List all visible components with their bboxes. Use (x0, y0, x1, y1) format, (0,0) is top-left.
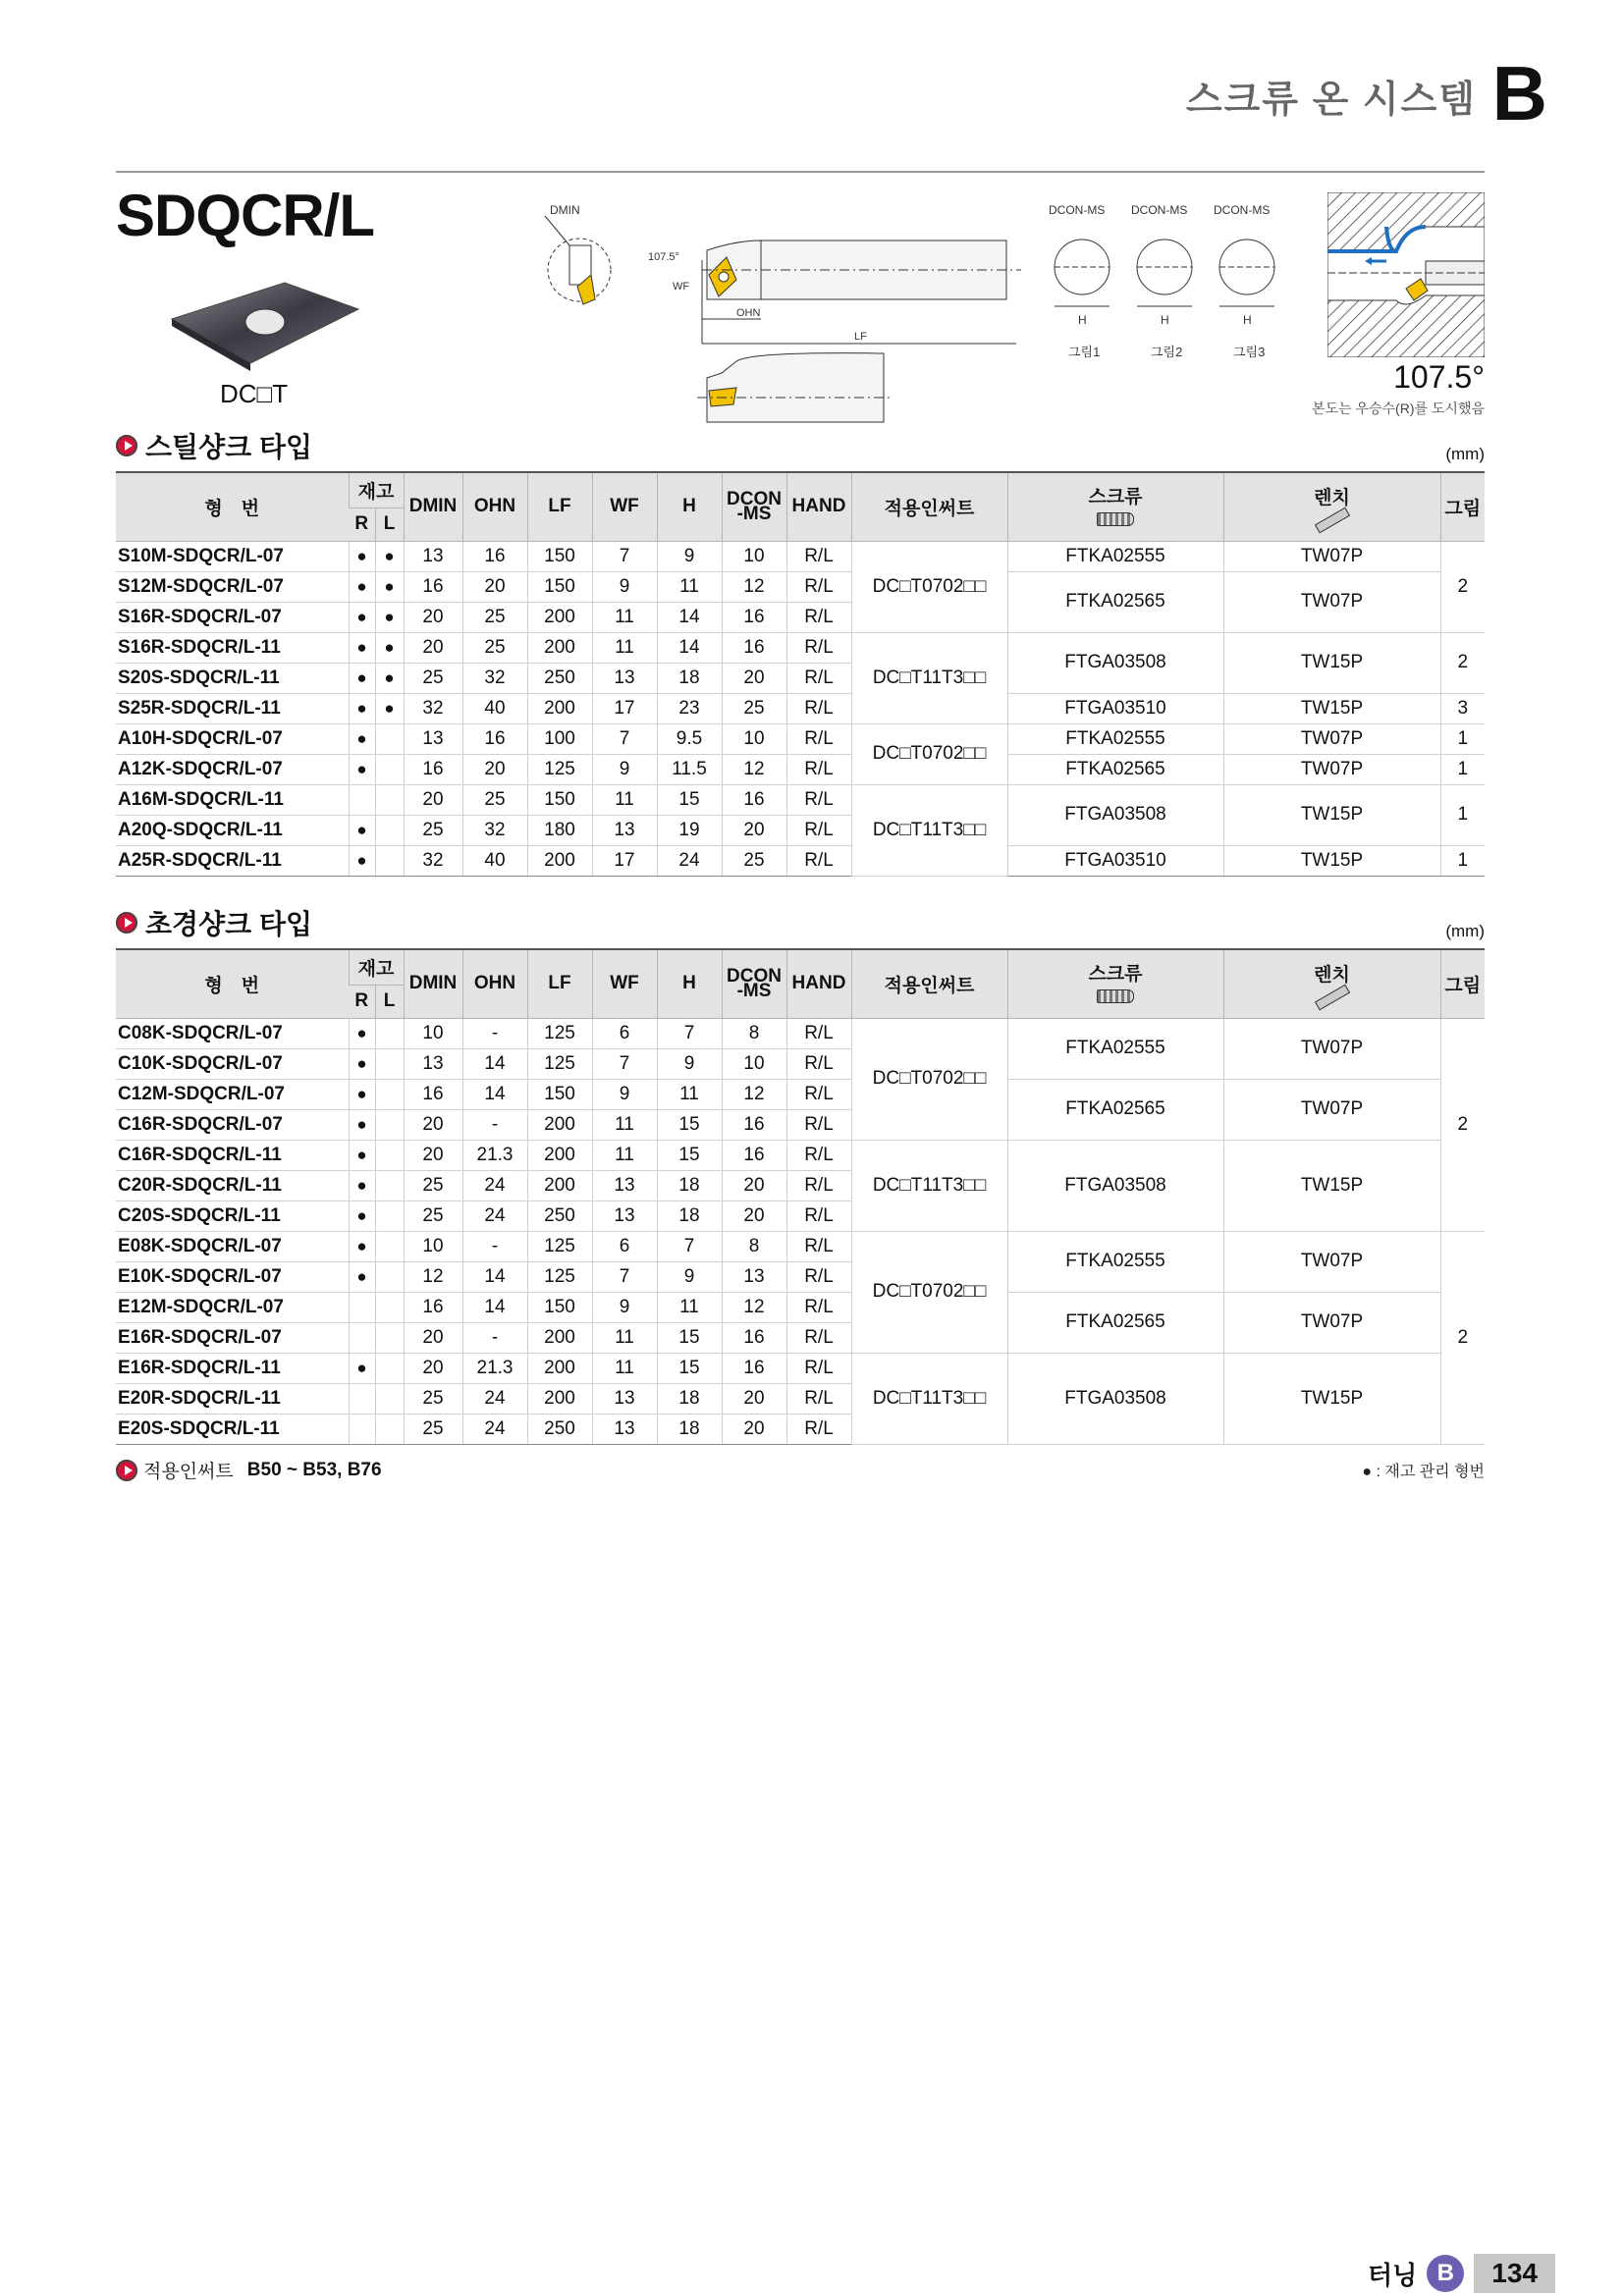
section-figures (1041, 196, 1276, 363)
chapter-letter: B (1491, 50, 1547, 136)
header-divider (116, 171, 1485, 173)
col-dcon-ms: DCON -MS (722, 949, 786, 1018)
fig2-h-label: H (1161, 313, 1169, 327)
table-row: A20Q-SDQCR/L-11 ● 25 32 180 13 19 20 R/L (116, 815, 1485, 845)
table-row: E10K-SDQCR/L-07 ● 12 14 125 7 9 13 R/L (116, 1261, 1485, 1292)
table-row: C16R-SDQCR/L-07 ● 20 - 200 11 15 16 R/L (116, 1109, 1485, 1140)
carbide-shank-table (116, 948, 1485, 1445)
col-dmin: DMIN (404, 949, 462, 1018)
table-row: C16R-SDQCR/L-11 ● 20 21.3 200 11 15 16 R/L DC□T11T3□□ FTGA03508 TW15P (116, 1140, 1485, 1170)
table-row: E16R-SDQCR/L-11 ● 20 21.3 200 11 15 16 R/L DC□T11T3□□ FTGA03508 TW15P (116, 1353, 1485, 1383)
section-steel-shank-title: 스틸샹크 타입 (116, 426, 312, 465)
col-model: 형 번 (116, 949, 349, 1018)
fig2-dcon-label: DCON-MS (1131, 203, 1188, 217)
reference-pages: B50 ~ B53, B76 (246, 1459, 382, 1480)
col-lf: LF (527, 472, 592, 541)
table-row: E20R-SDQCR/L-11 25 24 200 13 18 20 R/L (116, 1383, 1485, 1414)
chapter-title: 스크류 온 시스템 (1185, 80, 1477, 121)
col-ohn: OHN (462, 472, 527, 541)
col-screw: 스크류 (1007, 949, 1223, 1018)
table-row: A16M-SDQCR/L-11 20 25 150 11 15 16 R/L DC□T11T3□□ FTGA03508 TW15P 1 (116, 784, 1485, 815)
col-stock-r: R (349, 985, 375, 1018)
machining-diagram (1327, 192, 1485, 357)
screw-icon (1097, 989, 1134, 1003)
table-row: C20S-SDQCR/L-11 ● 25 24 250 13 18 20 R/L (116, 1201, 1485, 1231)
fig1-dcon-label: DCON-MS (1049, 203, 1106, 217)
table-row: C20R-SDQCR/L-11 ● 25 24 200 13 18 20 R/L (116, 1170, 1485, 1201)
fig3-label: 그림3 (1233, 345, 1266, 359)
insert-cell: DC□T11T3□□ (851, 1140, 1007, 1231)
col-wrench: 렌치 (1223, 472, 1440, 541)
page-number: 134 (1474, 2254, 1555, 2293)
col-stock: 재고 (349, 949, 404, 985)
table-row: A12K-SDQCR/L-07 ● 16 20 125 9 11.5 12 R/L FTKA02565 TW07P 1 (116, 754, 1485, 784)
col-stock: 재고 (349, 472, 404, 507)
angle-small-label: 107.5° (648, 251, 679, 263)
drawing-note: 본도는 우승수(R)를 도시했음 (1312, 400, 1485, 416)
col-insert: 적용인써트 (851, 949, 1007, 1018)
table-row: A25R-SDQCR/L-11 ● 32 40 200 17 24 25 R/L FTGA03510 TW15P 1 (116, 845, 1485, 876)
col-h: H (657, 949, 722, 1018)
col-ohn: OHN (462, 949, 527, 1018)
col-dmin: DMIN (404, 472, 462, 541)
section-carbide-shank-title: 초경샹크 타입 (116, 903, 312, 942)
table-row: S16R-SDQCR/L-07 ● ● 20 25 200 11 14 16 R/L (116, 602, 1485, 632)
fig2-label: 그림2 (1151, 345, 1183, 359)
insert-label: DC□T (220, 379, 289, 408)
insert-cell: DC□T11T3□□ (851, 1353, 1007, 1444)
section-name: 터닝 (1368, 2260, 1418, 2290)
table-row: C10K-SDQCR/L-07 ● 13 14 125 7 9 10 R/L (116, 1048, 1485, 1079)
table-row: A10H-SDQCR/L-07 ● 13 16 100 7 9.5 10 R/L DC□T0702□□ FTKA02555 TW07P 1 (116, 723, 1485, 754)
section-badge: B (1427, 2255, 1464, 2292)
col-screw: 스크류 (1007, 472, 1223, 541)
fig3-h-label: H (1243, 313, 1252, 327)
insert-cell: DC□T0702□□ (851, 1231, 1007, 1353)
col-stock-l: L (375, 985, 404, 1018)
product-title: SDQCR/L (116, 183, 374, 248)
insert-cell: DC□T11T3□□ (851, 632, 1007, 723)
table-row: S10M-SDQCR/L-07 ● ● 13 16 150 7 9 10 R/L DC□T0702□□ FTKA02555 TW07P 2 (116, 541, 1485, 571)
tool-drawing (540, 196, 1031, 442)
col-dcon-ms: DCON -MS (722, 472, 786, 541)
col-wrench: 렌치 (1223, 949, 1440, 1018)
col-wf: WF (592, 949, 657, 1018)
col-lf: LF (527, 949, 592, 1018)
col-figure: 그림 (1440, 472, 1485, 541)
insert-cell: DC□T0702□□ (851, 541, 1007, 632)
fig3-dcon-label: DCON-MS (1214, 203, 1271, 217)
col-hand: HAND (786, 949, 851, 1018)
col-stock-l: L (375, 507, 404, 541)
table-row: S25R-SDQCR/L-11 ● ● 32 40 200 17 23 25 R/L FTGA03510 TW15P 3 (116, 693, 1485, 723)
page-footer (1368, 2254, 1555, 2293)
wf-label: WF (673, 281, 690, 293)
col-stock-r: R (349, 507, 375, 541)
wrench-icon (1314, 984, 1349, 1010)
col-figure: 그림 (1440, 949, 1485, 1018)
insert-cell: DC□T11T3□□ (851, 784, 1007, 876)
fig1-label: 그림1 (1068, 345, 1101, 359)
unit-label-1: (mm) (1445, 445, 1485, 463)
unit-label-2: (mm) (1445, 922, 1485, 940)
wrench-icon (1314, 507, 1349, 533)
table-row: S12M-SDQCR/L-07 ● ● 16 20 150 9 11 12 R/L FTKA02565 TW07P (116, 571, 1485, 602)
steel-shank-table (116, 471, 1485, 877)
table-row: E16R-SDQCR/L-07 20 - 200 11 15 16 R/L (116, 1322, 1485, 1353)
approach-angle: 107.5° (1393, 359, 1485, 395)
col-hand: HAND (786, 472, 851, 541)
table-row: S20S-SDQCR/L-11 ● ● 25 32 250 13 18 20 R/L (116, 663, 1485, 693)
table-row: E08K-SDQCR/L-07 ● 10 - 125 6 7 8 R/L DC□T0702□□ FTKA02555 TW07P 2 (116, 1231, 1485, 1261)
insert-cell: DC□T0702□□ (851, 1018, 1007, 1140)
fig1-h-label: H (1078, 313, 1087, 327)
table-row: C08K-SDQCR/L-07 ● 10 - 125 6 7 8 R/L DC□T0702□□ FTKA02555 TW07P 2 (116, 1018, 1485, 1048)
table-row: E12M-SDQCR/L-07 16 14 150 9 11 12 R/L FTKA02565 TW07P (116, 1292, 1485, 1322)
screw-icon (1097, 512, 1134, 526)
insert-reference: 적용인써트 B50 ~ B53, B76 (116, 1457, 382, 1483)
bullet-arrow-icon (116, 912, 137, 934)
bullet-arrow-icon (116, 1460, 137, 1481)
col-insert: 적용인써트 (851, 472, 1007, 541)
dmin-label: DMIN (550, 203, 580, 217)
bullet-arrow-icon (116, 435, 137, 456)
stock-legend: ● : 재고 관리 형번 (1362, 1464, 1485, 1480)
table-row: E20S-SDQCR/L-11 25 24 250 13 18 20 R/L (116, 1414, 1485, 1444)
ohn-label: OHN (736, 307, 761, 319)
table-row: S16R-SDQCR/L-11 ● ● 20 25 200 11 14 16 R/L DC□T11T3□□ FTGA03508 TW15P 2 (116, 632, 1485, 663)
col-model: 형 번 (116, 472, 349, 541)
lf-label: LF (854, 331, 867, 343)
col-wf: WF (592, 472, 657, 541)
col-h: H (657, 472, 722, 541)
insert-image (167, 275, 363, 373)
table-row: C12M-SDQCR/L-07 ● 16 14 150 9 11 12 R/L FTKA02565 TW07P (116, 1079, 1485, 1109)
insert-cell: DC□T0702□□ (851, 723, 1007, 784)
